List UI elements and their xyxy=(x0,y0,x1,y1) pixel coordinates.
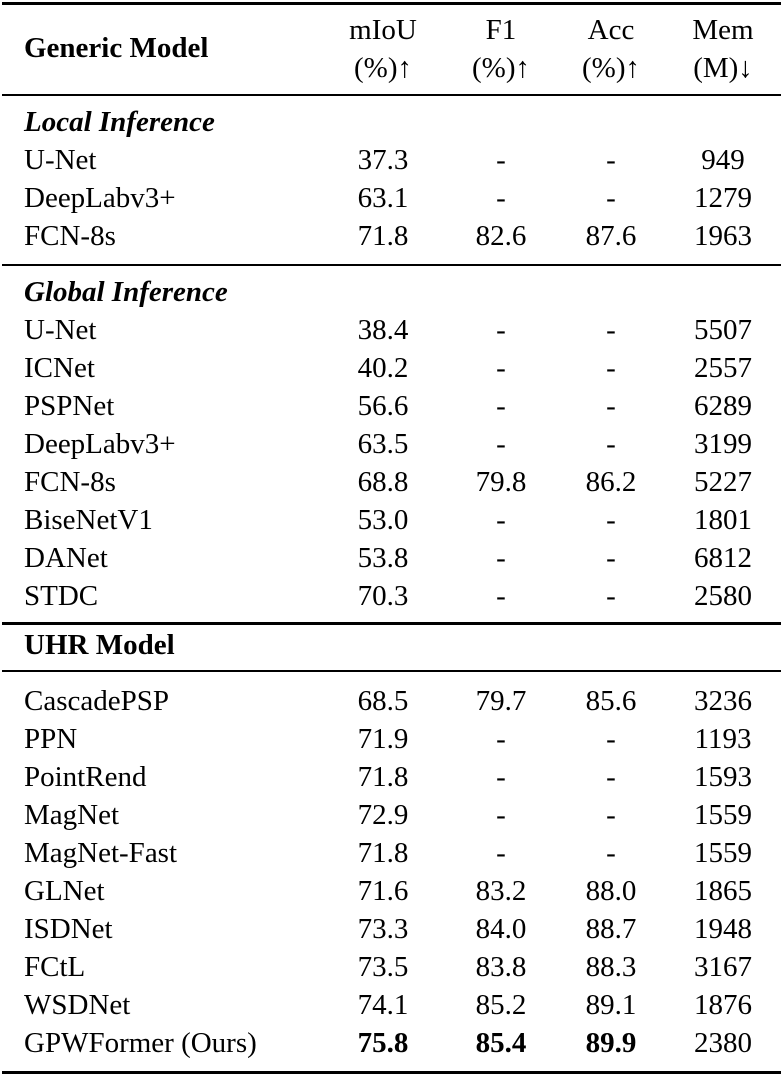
header-acc-line2: (%)↑ xyxy=(582,52,640,84)
row-acc: - xyxy=(606,580,616,612)
row-miou: 63.1 xyxy=(357,182,409,214)
bottom-rule xyxy=(2,1071,781,1074)
row-miou: 71.8 xyxy=(357,220,409,252)
row-name: BiseNetV1 xyxy=(24,504,153,536)
row-miou: 74.1 xyxy=(357,989,409,1021)
row-f1: - xyxy=(496,580,506,612)
section-title-uhr: UHR Model xyxy=(24,629,175,661)
header-acc-line1: Acc xyxy=(587,14,635,46)
row-mem: 1193 xyxy=(694,723,752,755)
row-miou: 71.6 xyxy=(357,875,409,907)
row-miou: 56.6 xyxy=(357,390,409,422)
row-f1: - xyxy=(496,314,506,346)
row-f1-best: 85.4 xyxy=(475,1027,527,1059)
row-mem: 3199 xyxy=(694,428,752,460)
header-mem-line1: Mem xyxy=(692,14,754,46)
row-name: WSDNet xyxy=(24,989,131,1021)
row-f1: - xyxy=(496,799,506,831)
row-miou: 71.8 xyxy=(357,837,409,869)
row-mem: 5507 xyxy=(694,314,752,346)
row-acc: - xyxy=(606,390,616,422)
row-miou: 73.3 xyxy=(357,913,409,945)
row-mem: 1876 xyxy=(694,989,752,1021)
row-name: STDC xyxy=(24,580,99,612)
row-f1: 85.2 xyxy=(475,989,527,1021)
row-name: U-Net xyxy=(24,314,97,346)
row-acc: - xyxy=(606,799,616,831)
header-f1-line1: F1 xyxy=(485,14,517,46)
row-acc: - xyxy=(606,428,616,460)
section-title-local: Local Inference xyxy=(24,106,215,138)
row-f1: - xyxy=(496,390,506,422)
row-acc: 89.1 xyxy=(585,989,637,1021)
row-name: ISDNet xyxy=(24,913,113,945)
header-mem-line2: (M)↓ xyxy=(693,52,753,84)
row-name: FCtL xyxy=(24,951,86,983)
section-rule xyxy=(2,264,781,266)
section-rule-thick xyxy=(2,622,781,625)
row-f1: 83.8 xyxy=(475,951,527,983)
row-acc: 86.2 xyxy=(585,466,637,498)
top-rule xyxy=(2,2,781,5)
row-name: MagNet xyxy=(24,799,120,831)
row-miou: 53.0 xyxy=(357,504,409,536)
row-mem: 5227 xyxy=(694,466,752,498)
row-mem: 6812 xyxy=(694,542,752,574)
row-miou: 73.5 xyxy=(357,951,409,983)
row-miou: 68.8 xyxy=(357,466,409,498)
row-mem: 3167 xyxy=(694,951,752,983)
row-f1: 82.6 xyxy=(475,220,527,252)
row-name: CascadePSP xyxy=(24,685,169,717)
row-mem: 1865 xyxy=(694,875,752,907)
row-acc: 88.3 xyxy=(585,951,637,983)
row-acc: - xyxy=(606,352,616,384)
results-table xyxy=(2,0,781,1078)
row-mem: 1559 xyxy=(694,837,752,869)
row-f1: - xyxy=(496,182,506,214)
row-name-ours: GPWFormer (Ours) xyxy=(24,1027,257,1059)
row-mem: 1963 xyxy=(694,220,752,252)
row-acc: - xyxy=(606,182,616,214)
row-acc: 87.6 xyxy=(585,220,637,252)
row-mem: 2557 xyxy=(694,352,752,384)
row-name: DANet xyxy=(24,542,108,574)
row-miou: 38.4 xyxy=(357,314,409,346)
row-name: ICNet xyxy=(24,352,95,384)
header-rule xyxy=(2,94,781,96)
row-acc: - xyxy=(606,504,616,536)
row-f1: - xyxy=(496,352,506,384)
row-acc: 85.6 xyxy=(585,685,637,717)
row-name: PPN xyxy=(24,723,78,755)
row-acc: 88.0 xyxy=(585,875,637,907)
header-f1-line2: (%)↑ xyxy=(472,52,530,84)
row-miou: 71.8 xyxy=(357,761,409,793)
row-miou: 72.9 xyxy=(357,799,409,831)
row-f1: - xyxy=(496,144,506,176)
header-miou-line1: mIoU xyxy=(349,14,417,46)
row-f1: - xyxy=(496,723,506,755)
row-mem: 3236 xyxy=(694,685,752,717)
row-mem: 1593 xyxy=(694,761,752,793)
row-f1: 79.8 xyxy=(475,466,527,498)
row-mem: 6289 xyxy=(694,390,752,422)
row-name: PointRend xyxy=(24,761,147,793)
row-mem: 1801 xyxy=(694,504,752,536)
row-f1: - xyxy=(496,504,506,536)
header-model-label: Generic Model xyxy=(24,32,209,64)
row-miou: 68.5 xyxy=(357,685,409,717)
row-miou: 37.3 xyxy=(357,144,409,176)
row-miou: 63.5 xyxy=(357,428,409,460)
row-miou-best: 75.8 xyxy=(357,1027,409,1059)
uhr-header-rule xyxy=(2,670,781,672)
row-f1: 84.0 xyxy=(475,913,527,945)
row-name: DeepLabv3+ xyxy=(24,182,176,214)
row-name: GLNet xyxy=(24,875,105,907)
row-acc: - xyxy=(606,761,616,793)
header-miou-line2: (%)↑ xyxy=(354,52,412,84)
row-mem: 1279 xyxy=(694,182,752,214)
row-mem: 1948 xyxy=(694,913,752,945)
row-f1: 83.2 xyxy=(475,875,527,907)
row-miou: 70.3 xyxy=(357,580,409,612)
row-f1: 79.7 xyxy=(475,685,527,717)
row-miou: 71.9 xyxy=(357,723,409,755)
row-f1: - xyxy=(496,542,506,574)
row-name: PSPNet xyxy=(24,390,115,422)
row-acc: - xyxy=(606,314,616,346)
row-mem: 2580 xyxy=(694,580,752,612)
row-acc: - xyxy=(606,837,616,869)
row-name: U-Net xyxy=(24,144,97,176)
row-acc: - xyxy=(606,542,616,574)
row-name: FCN-8s xyxy=(24,466,116,498)
row-acc: - xyxy=(606,144,616,176)
row-name: DeepLabv3+ xyxy=(24,428,176,460)
row-acc: 88.7 xyxy=(585,913,637,945)
row-f1: - xyxy=(496,428,506,460)
row-acc-best: 89.9 xyxy=(585,1027,637,1059)
row-miou: 53.8 xyxy=(357,542,409,574)
row-mem: 1559 xyxy=(694,799,752,831)
row-name: FCN-8s xyxy=(24,220,116,252)
row-f1: - xyxy=(496,761,506,793)
section-title-global: Global Inference xyxy=(24,276,228,308)
row-miou: 40.2 xyxy=(357,352,409,384)
row-acc: - xyxy=(606,723,616,755)
row-mem: 949 xyxy=(701,144,745,176)
row-name: MagNet-Fast xyxy=(24,837,178,869)
row-f1: - xyxy=(496,837,506,869)
row-mem: 2380 xyxy=(694,1027,752,1059)
